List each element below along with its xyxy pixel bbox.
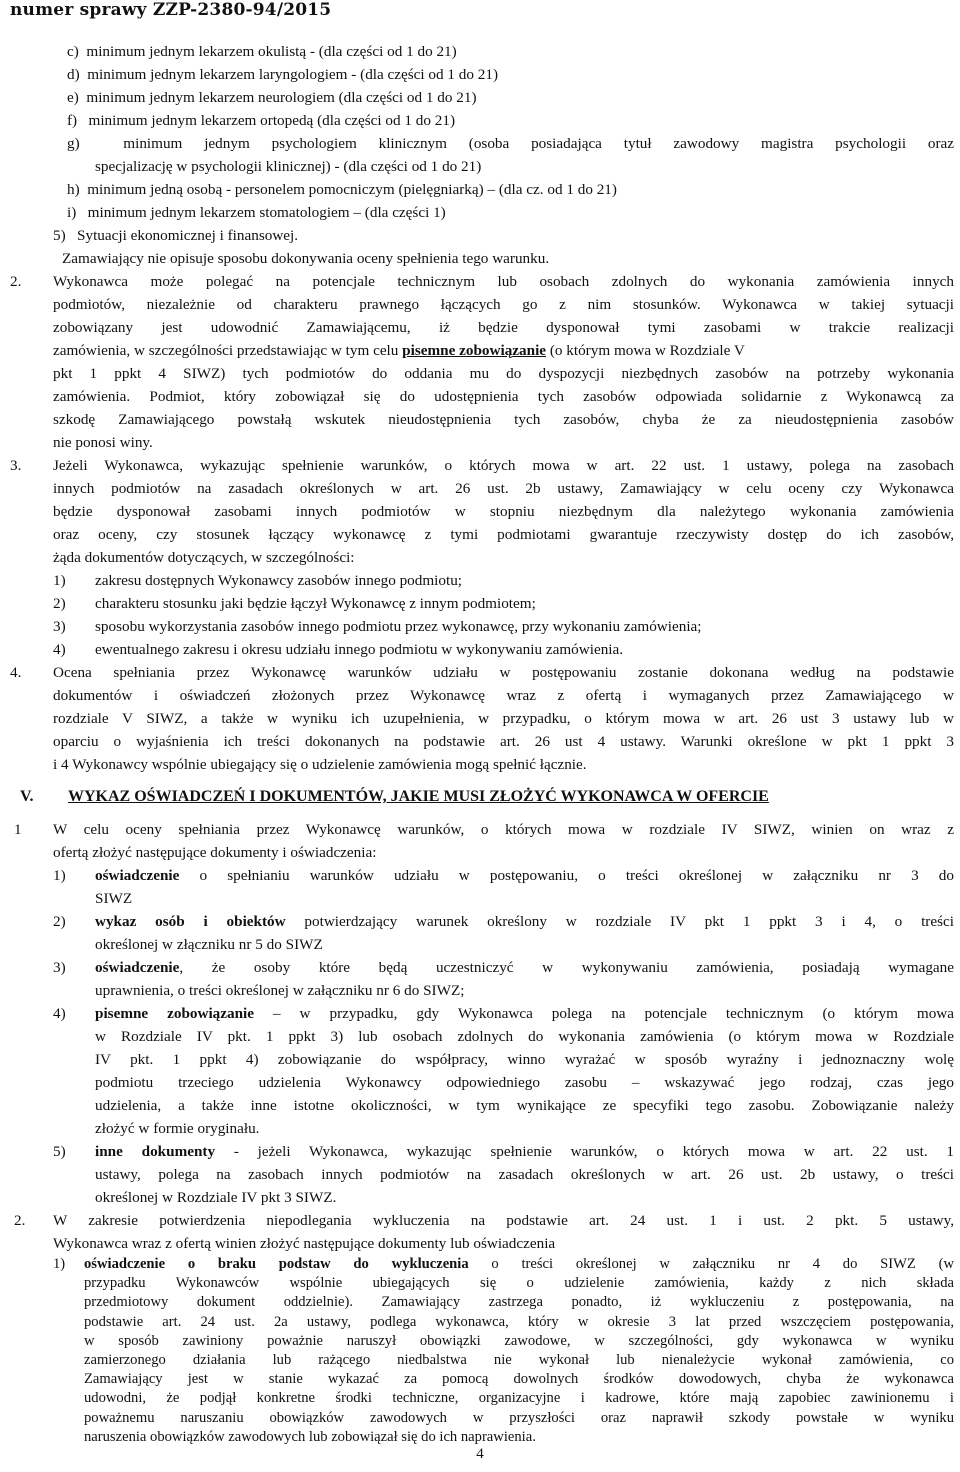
list-item: i) minimum jednym lekarzem stomatologiem – (dla części 1): [67, 204, 446, 221]
list-number: 1): [53, 572, 66, 589]
list-item-continuation: naruszenia obowiązków zawodowych lub zobowiązał się do ich naprawienia.: [84, 1428, 536, 1445]
paragraph-text: zamówienia, w szczególności przedstawiając w tym celu: [53, 342, 403, 359]
list-item-continuation: IV pkt. 1 ppkt 4) zobowiązanie do współpracy, winno wyrażać w sposób wyraźny i jednoznaczny wolę: [95, 1051, 954, 1068]
paragraph-line: będzie dysponował zasobami innych podmiotów w stopniu niezbędnym dla należytego wykonania zamówienia: [53, 503, 954, 520]
list-item-continuation: określonej w Rozdziale IV pkt 3 SIWZ.: [95, 1189, 337, 1206]
list-item: [95, 956, 954, 980]
case-number-header: numer sprawy ZZP-2380-94/2015: [10, 0, 332, 20]
list-item-continuation: ustawy, polega na zasobach innych podmiotów na zasadach określonych w art. 26 ust. 2b ustawy, o treści: [95, 1166, 954, 1183]
note-text: Zamawiający nie opisuje sposobu dokonywania oceny spełnienia tego warunku.: [62, 250, 550, 267]
paragraph-line: rozdziale V SIWZ, a także w wyniku ich uzupełnienia, w przypadku, o którym mowa w art. 26 ust 3 ustawy lub w: [53, 710, 954, 727]
doc-name: pisemne zobowiązanie: [95, 1005, 255, 1022]
paragraph-number: 1: [14, 821, 22, 838]
list-item: 5) Sytuacji ekonomicznej i finansowej.: [53, 227, 299, 244]
list-item: [95, 910, 954, 934]
paragraph-number: 4.: [10, 664, 22, 681]
list-item-text: – w przypadku, gdy Wykonawca polega na potencjale technicznym (o którym mowa: [254, 1005, 954, 1022]
list-item-text: potwierdzający warunek określony w rozdziale IV pkt 1 ppkt 3 i 4, o treści: [285, 913, 954, 930]
list-item-continuation: zamierzonego działania lub rażącego niedbalstwa nie wykonał lub nienależycie wykonał zamówienia, co: [84, 1352, 954, 1368]
list-item-continuation: przedmiotowy dokument oddzielnie). Zamawiający zastrzega ponadto, iż wykluczeniu z postępowania, na: [84, 1294, 954, 1311]
paragraph-line: Ocena spełniania przez Wykonawcę warunków udziału w postępowaniu zostanie dokonana według na podstawie: [53, 664, 954, 681]
list-item: [95, 864, 954, 888]
list-item-text: , że osoby które będą uczestniczyć w wykonywaniu zamówienia, posiadają wymagane: [179, 959, 954, 976]
list-item-continuation: przypadku Wykonawców wspólnie ubiegających się o udzielenie zamówienia, każdy z nich składa: [84, 1275, 954, 1292]
paragraph-line: ofertą złożyć następujące dokumenty i oświadczenia:: [53, 844, 377, 861]
list-number: 5): [53, 1143, 66, 1160]
list-item: d) minimum jednym lekarzem laryngologiem - (dla części od 1 do 21): [67, 66, 499, 83]
paragraph-line: [53, 339, 954, 363]
list-number: 2): [53, 595, 66, 612]
list-item: [84, 1255, 954, 1274]
paragraph-line: zamówienia. Podmiot, który zobowiązał się do udostępnienia tych zasobów odpowiada solidarnie z Wykonawcą za: [53, 388, 954, 405]
list-item-continuation: podstawie art. 24 ust. 2a ustawy, podlega wykonawca, który w okresie 3 lat przed wszczęciem postępowania,: [84, 1313, 954, 1330]
paragraph-line: i 4 Wykonawcy wspólnie ubiegający się o udzielenie zamówienia mogą spełnić łącznie.: [53, 756, 587, 773]
list-item: sposobu wykorzystania zasobów innego podmiotu przez wykonawcę, przy wykonaniu zamówienia;: [95, 618, 702, 635]
list-item-continuation: udowodni, że podjął konkretne środki techniczne, organizacyjne i kadrowe, które mają zapobiec zawinionemu i: [84, 1390, 954, 1407]
list-number: 4): [53, 1005, 66, 1022]
list-number: 4): [53, 641, 66, 658]
paragraph-number: 2.: [14, 1212, 26, 1229]
list-item-continuation: specjalizację w psychologii klinicznej) - (dla części od 1 do 21): [95, 158, 482, 175]
list-item-continuation: udzielenia, a także inne istotne okoliczności, w tym wynikające ze specyfiki tego zasobu. Zobowiązanie należy: [95, 1097, 954, 1114]
list-item: e) minimum jednym lekarzem neurologiem (dla części od 1 do 21): [67, 89, 477, 106]
doc-name: inne dokumenty: [95, 1143, 216, 1160]
list-item-continuation: poważnemu naruszaniu obowiązków zawodowych w przyszłości oraz naprawił szkody powstałe w wyniku: [84, 1409, 954, 1426]
list-item: ewentualnego zakresu i okresu udziału innego podmiotu w wykonywaniu zamówienia.: [95, 641, 624, 658]
list-item: h) minimum jedną osobą - personelem pomocniczym (pielęgniarką) – (dla cz. od 1 do 21): [67, 181, 617, 198]
list-item: zakresu dostępnych Wykonawcy zasobów innego podmiotu;: [95, 572, 463, 589]
list-item-continuation: w sposób zawiniony poważnie naruszył obowiązki zawodowe, w szczególności, gdy wykonawca w wyniku: [84, 1332, 954, 1349]
paragraph-line: Jeżeli Wykonawca, wykazując spełnienie warunków, o których mowa w art. 22 ust. 1 ustawy, polega na zasobach: [53, 457, 954, 474]
list-item-continuation: złożyć w formie oryginału.: [95, 1120, 260, 1137]
list-number: 2): [53, 913, 66, 930]
paragraph-line: pkt 1 ppkt 4 SIWZ) tych podmiotów do oddania mu do dyspozycji niezbędnych zasobów na potrzeby wykonania: [53, 365, 954, 382]
section-number: V.: [20, 788, 34, 805]
doc-name: oświadczenie: [95, 959, 180, 976]
list-item: [95, 1002, 954, 1026]
list-item-text: - jeżeli Wykonawca, wykazując spełnienie warunków, o których mowa w art. 22 ust. 1: [215, 1143, 954, 1160]
list-item-continuation: Zamawiający jest w stanie wykazać za pomocą dowolnych środków dowodowych, chyba że wykonawca: [84, 1371, 954, 1388]
paragraph-line: zobowiązany jest udowodnić Zamawiającemu, iż będzie dysponował tymi zasobami w trakcie realizacji: [53, 319, 954, 336]
list-number: 1): [53, 1256, 66, 1272]
paragraph-line: innych podmiotów na zasadach określonych w art. 26 ust. 2b ustawy, Zamawiający w celu oceny czy Wykonawca: [53, 480, 954, 497]
paragraph-line: oparciu o wyjaśnienia ich treści dokonanych na podstawie art. 26 ust 4 ustawy. Warunki określone w pkt 1 ppkt 3: [53, 733, 954, 750]
paragraph-text: (o którym mowa w Rozdziale V: [546, 342, 745, 359]
paragraph-number: 2.: [10, 273, 22, 290]
list-item: c) minimum jednym lekarzem okulistą - (dla części od 1 do 21): [67, 43, 457, 60]
doc-name: wykaz osób i obiektów: [95, 913, 286, 930]
list-number: 3): [53, 959, 66, 976]
underlined-term: pisemne zobowiązanie: [402, 342, 547, 359]
paragraph-line: podmiotów, niezależnie od charakteru prawnego łączących go z nim stosunków. Wykonawca w takiej sytuacji: [53, 296, 954, 313]
doc-name: oświadczenie: [95, 867, 180, 884]
list-item-text: o spełnianiu warunków udziału w postępowaniu, o treści określonej w załączniku nr 3 do: [179, 867, 954, 884]
list-item-continuation: określonej w złączniku nr 5 do SIWZ: [95, 936, 323, 953]
paragraph-line: żąda dokumentów dotyczących, w szczególności:: [53, 549, 355, 566]
list-number: 3): [53, 618, 66, 635]
paragraph-line: nie ponosi winy.: [53, 434, 153, 451]
paragraph-line: W zakresie potwierdzenia niepodlegania wykluczenia na podstawie art. 24 ust. 1 i ust. 2 pkt. 5 ustawy,: [53, 1212, 954, 1229]
page-number: 4: [476, 1446, 484, 1462]
list-item: f) minimum jednym lekarzem ortopedą (dla części od 1 do 21): [67, 112, 456, 129]
list-item-continuation: SIWZ: [95, 890, 133, 907]
paragraph-number: 3.: [10, 457, 22, 474]
list-item: [95, 1140, 954, 1164]
paragraph-line: Wykonawca może polegać na potencjale technicznym lub osobach zdolnych do wykonania zamówienia innych: [53, 273, 954, 290]
doc-name: oświadczenie o braku podstaw do wykluczenia: [84, 1256, 469, 1272]
paragraph-line: oraz oceny, czy stosunek łączący wykonawcę z tymi podmiotami gwarantuje rzeczywisty dostęp do ich zasobów,: [53, 526, 954, 543]
list-item: g) minimum jednym psychologiem klinicznym (osoba posiadająca tytuł zawodowy magistra psychologii oraz: [67, 135, 954, 152]
paragraph-line: W celu oceny spełniania przez Wykonawcę warunków, o których mowa w rozdziale IV SIWZ, winien on wraz z: [53, 821, 954, 838]
paragraph-line: dokumentów i oświadczeń złożonych przez Wykonawcę wraz z ofertą i wymaganych przez Zamawiającego w: [53, 687, 954, 704]
list-item-continuation: podmiotu trzeciego udzielenia Wykonawcy odpowiedniego zasobu – wskazywać jego rodzaj, czas jego: [95, 1074, 954, 1091]
section-title: WYKAZ OŚWIADCZEŃ I DOKUMENTÓW, JAKIE MUSI ZŁOŻYĆ WYKONAWCA W OFERCIE: [68, 788, 769, 805]
list-item-text: o treści określonej w załączniku nr 4 do SIWZ (w: [468, 1256, 954, 1272]
list-item-continuation: w Rozdziale IV pkt. 1 ppkt 3) lub osobach zdolnych do wykonania zamówienia (o którym mowa w Rozdziale: [95, 1028, 954, 1045]
list-number: 1): [53, 867, 66, 884]
paragraph-line: szkodę Zamawiającego powstałą wskutek nieudostępnienia tych zasobów, chyba że za nieudostępnienia zasobów: [53, 411, 954, 428]
list-item: charakteru stosunku jaki będzie łączył Wykonawcę z innym podmiotem;: [95, 595, 536, 612]
list-item-continuation: uprawnienia, o treści określonej w załączniku nr 6 do SIWZ;: [95, 982, 465, 999]
paragraph-line: Wykonawca wraz z ofertą winien złożyć następujące dokumenty lub oświadczenia: [53, 1235, 556, 1252]
